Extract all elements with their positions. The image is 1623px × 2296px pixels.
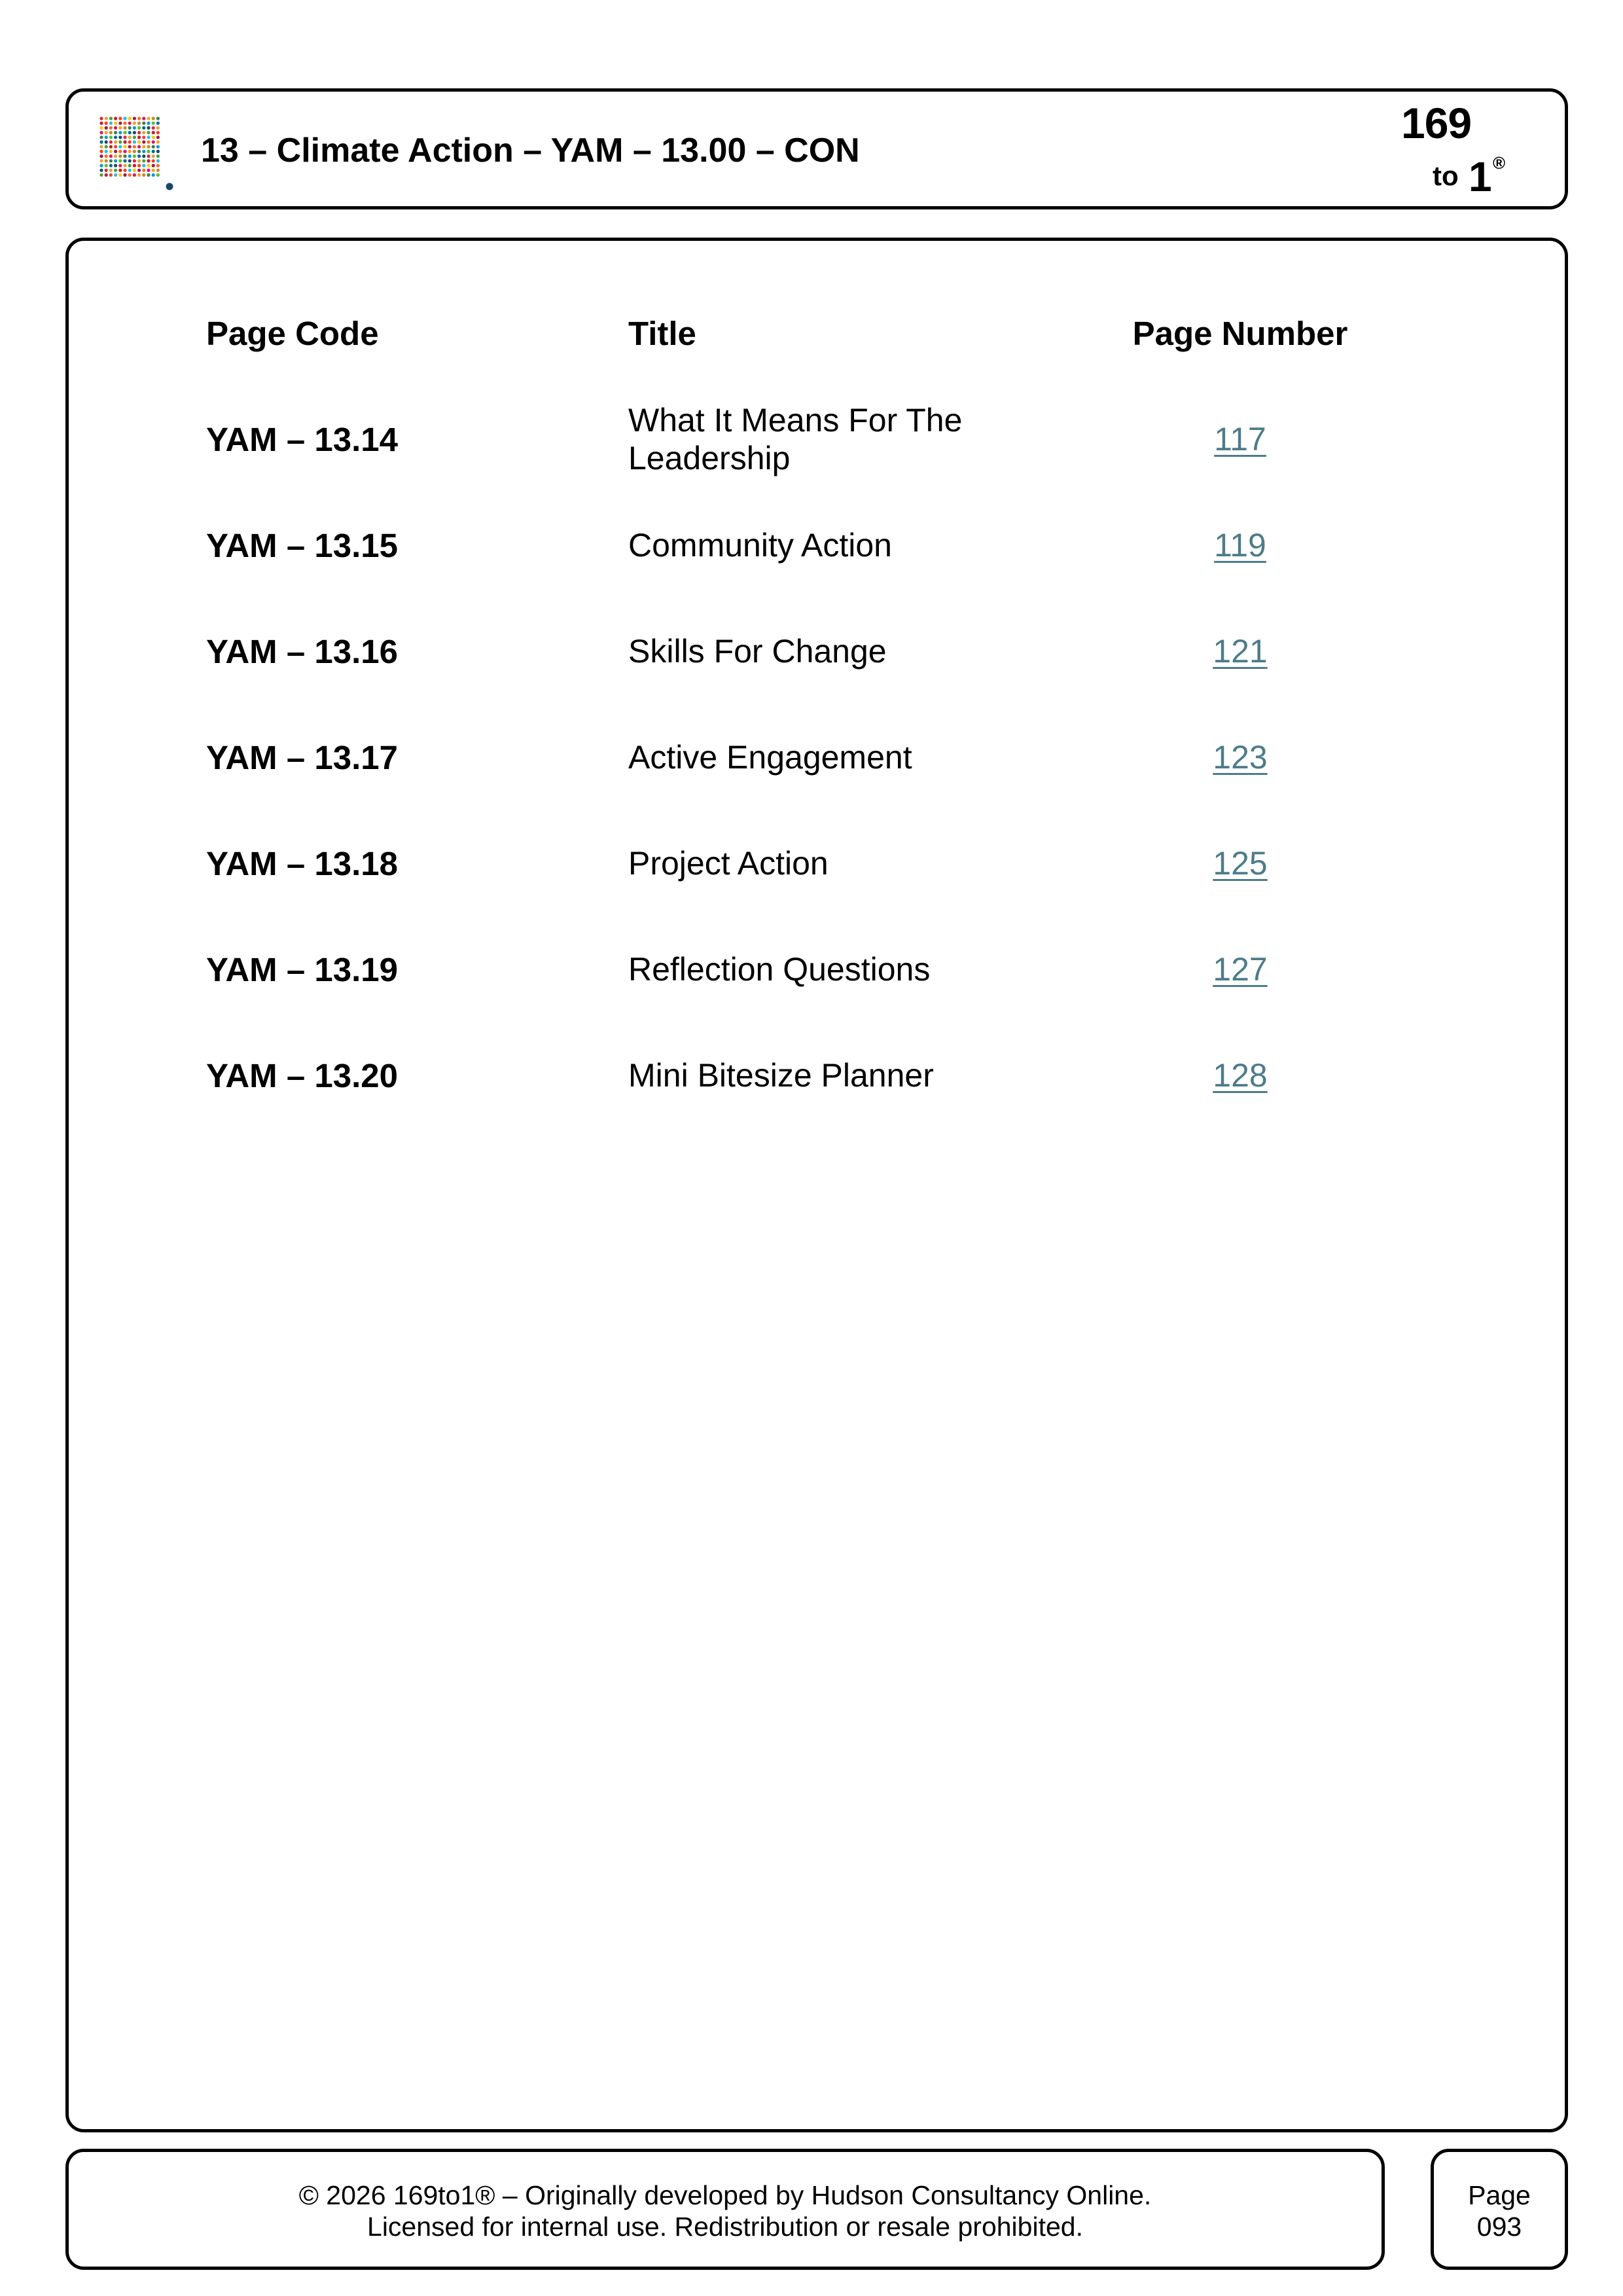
logo-icon — [96, 113, 175, 192]
brand-one: 1 — [1469, 153, 1492, 200]
document-title: 13 – Climate Action – YAM – 13.00 – CON — [201, 132, 860, 170]
page-title: Mini Bitesize Planner — [628, 1057, 934, 1094]
table-row — [69, 387, 1565, 492]
footer-notice — [65, 2149, 1385, 2270]
page-number-link[interactable]: 117 — [1214, 421, 1266, 457]
page-title: Reflection Questions — [628, 951, 931, 988]
page-number: 093 — [1476, 2212, 1522, 2242]
table-row — [69, 917, 1565, 1022]
page-code: YAM – 13.16 — [206, 632, 398, 670]
column-header-title: Title — [628, 315, 696, 352]
brand-to: to — [1433, 160, 1459, 191]
page-code: YAM – 13.19 — [206, 950, 398, 988]
license-line: Licensed for internal use. Redistribution or resale prohibited. — [367, 2212, 1083, 2242]
page-title: Active Engagement — [628, 739, 912, 776]
page-code: YAM – 13.14 — [206, 420, 398, 458]
page-title: Community Action — [628, 527, 892, 564]
brand-logo — [1401, 98, 1512, 206]
header-bar — [65, 88, 1568, 209]
page-number-link[interactable]: 119 — [1214, 527, 1266, 564]
page-number-box — [1431, 2149, 1568, 2270]
page-code: YAM – 13.20 — [206, 1056, 398, 1094]
page-title: Skills For Change — [628, 633, 887, 670]
brand-registered-mark: ® — [1493, 153, 1506, 173]
table-row — [69, 1023, 1565, 1128]
page-title: What It Means For The Leadership — [628, 402, 963, 476]
column-header-page-number: Page Number — [1132, 315, 1348, 352]
page-number-link[interactable]: 123 — [1213, 739, 1268, 776]
page-code: YAM – 13.15 — [206, 526, 398, 564]
table-row — [69, 493, 1565, 598]
table-row — [69, 811, 1565, 916]
table-row — [69, 705, 1565, 810]
copyright-line: © 2026 169to1® – Originally developed by Hudson Consultancy Online. — [298, 2180, 1152, 2210]
page-number-link[interactable]: 127 — [1213, 951, 1268, 988]
contents-panel — [65, 238, 1568, 2132]
page-title: Project Action — [628, 845, 829, 882]
copyright-text — [69, 2179, 1382, 2242]
page-number-link[interactable]: 128 — [1213, 1057, 1268, 1094]
page-code: YAM – 13.18 — [206, 844, 398, 882]
table-row — [69, 599, 1565, 704]
page-code: YAM – 13.17 — [206, 738, 398, 776]
page-label: Page — [1468, 2180, 1531, 2210]
brand-number: 169 — [1401, 99, 1472, 147]
page-number-link[interactable]: 121 — [1213, 633, 1268, 670]
column-header-page-code: Page Code — [206, 315, 379, 352]
page-number-link[interactable]: 125 — [1213, 845, 1268, 882]
